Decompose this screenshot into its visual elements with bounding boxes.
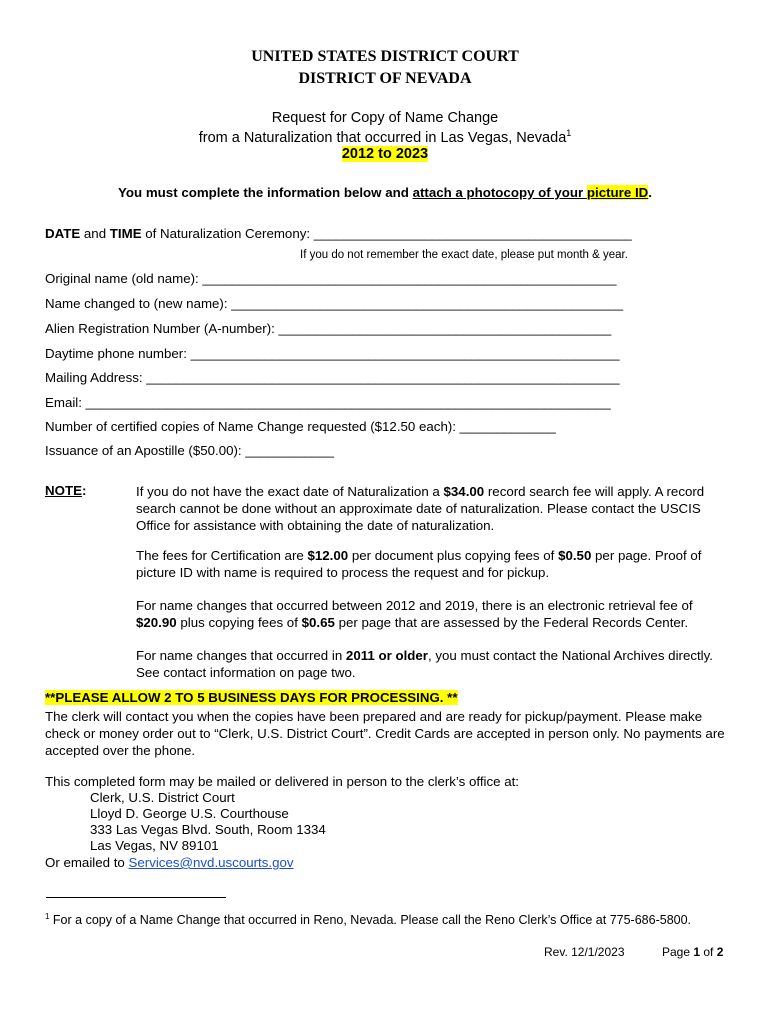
- address-line-3: 333 Las Vegas Blvd. South, Room 1334: [90, 822, 326, 837]
- note-p3-fee2: $0.65: [301, 615, 335, 630]
- note-p1-a: If you do not have the exact date of Naturalization a: [136, 484, 444, 499]
- page-prefix: Page: [662, 945, 694, 959]
- ceremony-hint: If you do not remember the exact date, please put month & year.: [300, 249, 628, 261]
- clerk-instructions: The clerk will contact you when the copies have been prepared and are ready for pickup/payment. Please make check or money order out to “Clerk, U.S. District Court”. Credit Cards are accepted in person only. No payments are accepted over the phone.: [45, 709, 725, 758]
- note-p1-b: record search fee will apply. A record search cannot be done without an approximate date of naturalization. Please contact the USCIS Office for assistance with obtaining the date of naturalization.: [136, 484, 705, 533]
- apostille-field[interactable]: Issuance of an Apostille ($50.00): ____________: [45, 443, 335, 458]
- footnote-ref: 1: [566, 128, 572, 138]
- date-word: DATE: [45, 226, 81, 241]
- processing-banner-text: **PLEASE ALLOW 2 TO 5 BUSINESS DAYS FOR PROCESSING. **: [45, 690, 458, 705]
- instruction-attach: attach a photocopy of your: [412, 185, 587, 200]
- note-p3-c: per page that are assessed by the Federal Records Center.: [334, 615, 689, 630]
- mailing-address-field[interactable]: Mailing Address: ________________________________________________________________: [45, 370, 620, 385]
- and-word: and: [80, 226, 110, 241]
- note-p2-a: The fees for Certification are: [136, 548, 308, 563]
- note-p4-a: For name changes that occurred in: [136, 648, 346, 663]
- instruction-prefix: You must complete the information below and: [118, 185, 413, 200]
- ceremony-date-field[interactable]: [45, 226, 632, 241]
- page-current: 1: [693, 945, 701, 959]
- note-p3-b: plus copying fees of: [176, 615, 302, 630]
- year-range: [0, 146, 770, 162]
- note-paragraph-4: [136, 647, 726, 681]
- note-p2-c: per page. Proof of picture ID with name is required to process the request and for pickup.: [136, 548, 702, 580]
- a-number-field[interactable]: Alien Registration Number (A-number): _____________________________________________: [45, 321, 612, 336]
- footnote-divider: [46, 897, 226, 898]
- page-number: [662, 945, 723, 959]
- mailing-intro: This completed form may be mailed or delivered in person to the clerk’s office at:: [45, 774, 519, 789]
- note-p3-fee1: $20.90: [136, 615, 177, 630]
- request-title-line2: [0, 128, 770, 146]
- services-email-link[interactable]: Services@nvd.uscourts.gov: [128, 855, 294, 870]
- time-word: TIME: [109, 226, 142, 241]
- ceremony-label: of Naturalization Ceremony: ___________________________________________: [141, 226, 632, 241]
- note-p2-b: per document plus copying fees of: [348, 548, 559, 563]
- footnote-marker: 1: [45, 912, 50, 921]
- note-paragraph-2: [136, 547, 726, 581]
- note-paragraph-3: [136, 597, 726, 631]
- phone-field[interactable]: Daytime phone number: __________________________________________________________: [45, 346, 620, 361]
- email-field[interactable]: Email: _______________________________________________________________________: [45, 395, 611, 410]
- note-p3-a: For name changes that occurred between 2012 and 2019, there is an electronic retrieval fee of: [136, 598, 693, 613]
- instruction-suffix: .: [648, 185, 652, 200]
- footnote-text: For a copy of a Name Change that occurred in Reno, Nevada. Please call the Reno Clerk’s Office at 775-686-5800.: [49, 913, 692, 928]
- instruction-line: [0, 185, 770, 200]
- request-title-line1: Request for Copy of Name Change: [271, 110, 499, 126]
- note-paragraph-1: [136, 483, 726, 534]
- note-colon: :: [81, 483, 87, 498]
- request-title-text: from a Naturalization that occurred in Las Vegas, Nevada: [198, 129, 567, 146]
- district-title: DISTRICT OF NEVADA: [298, 70, 472, 87]
- email-prefix: Or emailed to: [45, 855, 129, 870]
- certified-copies-field[interactable]: Number of certified copies of Name Change requested ($12.50 each): _____________: [45, 419, 556, 434]
- new-name-field[interactable]: Name changed to (new name): _____________________________________________________: [45, 296, 624, 311]
- court-title: UNITED STATES DISTRICT COURT: [251, 48, 519, 65]
- email-line: [45, 855, 294, 870]
- address-line-2: Lloyd D. George U.S. Courthouse: [90, 806, 289, 821]
- note-label-text: NOTE: [45, 483, 82, 498]
- revision-date: Rev. 12/1/2023: [544, 945, 625, 959]
- instruction-picture-id: picture ID: [586, 185, 649, 200]
- address-line-1: Clerk, U.S. District Court: [90, 790, 235, 805]
- note-p2-fee1: $12.00: [307, 548, 349, 563]
- page-of: of: [700, 945, 717, 959]
- page-total: 2: [716, 945, 724, 959]
- note-p4-bold: 2011 or older: [345, 648, 428, 663]
- year-range-text: 2012 to 2023: [341, 146, 429, 162]
- footnote: [45, 906, 725, 931]
- note-p2-fee2: $0.50: [558, 548, 592, 563]
- address-line-4: Las Vegas, NV 89101: [90, 838, 219, 853]
- note-label: [45, 483, 86, 498]
- note-p4-b: , you must contact the National Archives directly. See contact information on page two.: [136, 648, 713, 680]
- original-name-field[interactable]: Original name (old name): ________________________________________________________: [45, 271, 617, 286]
- processing-banner: [45, 690, 458, 705]
- note-p1-fee: $34.00: [443, 484, 485, 499]
